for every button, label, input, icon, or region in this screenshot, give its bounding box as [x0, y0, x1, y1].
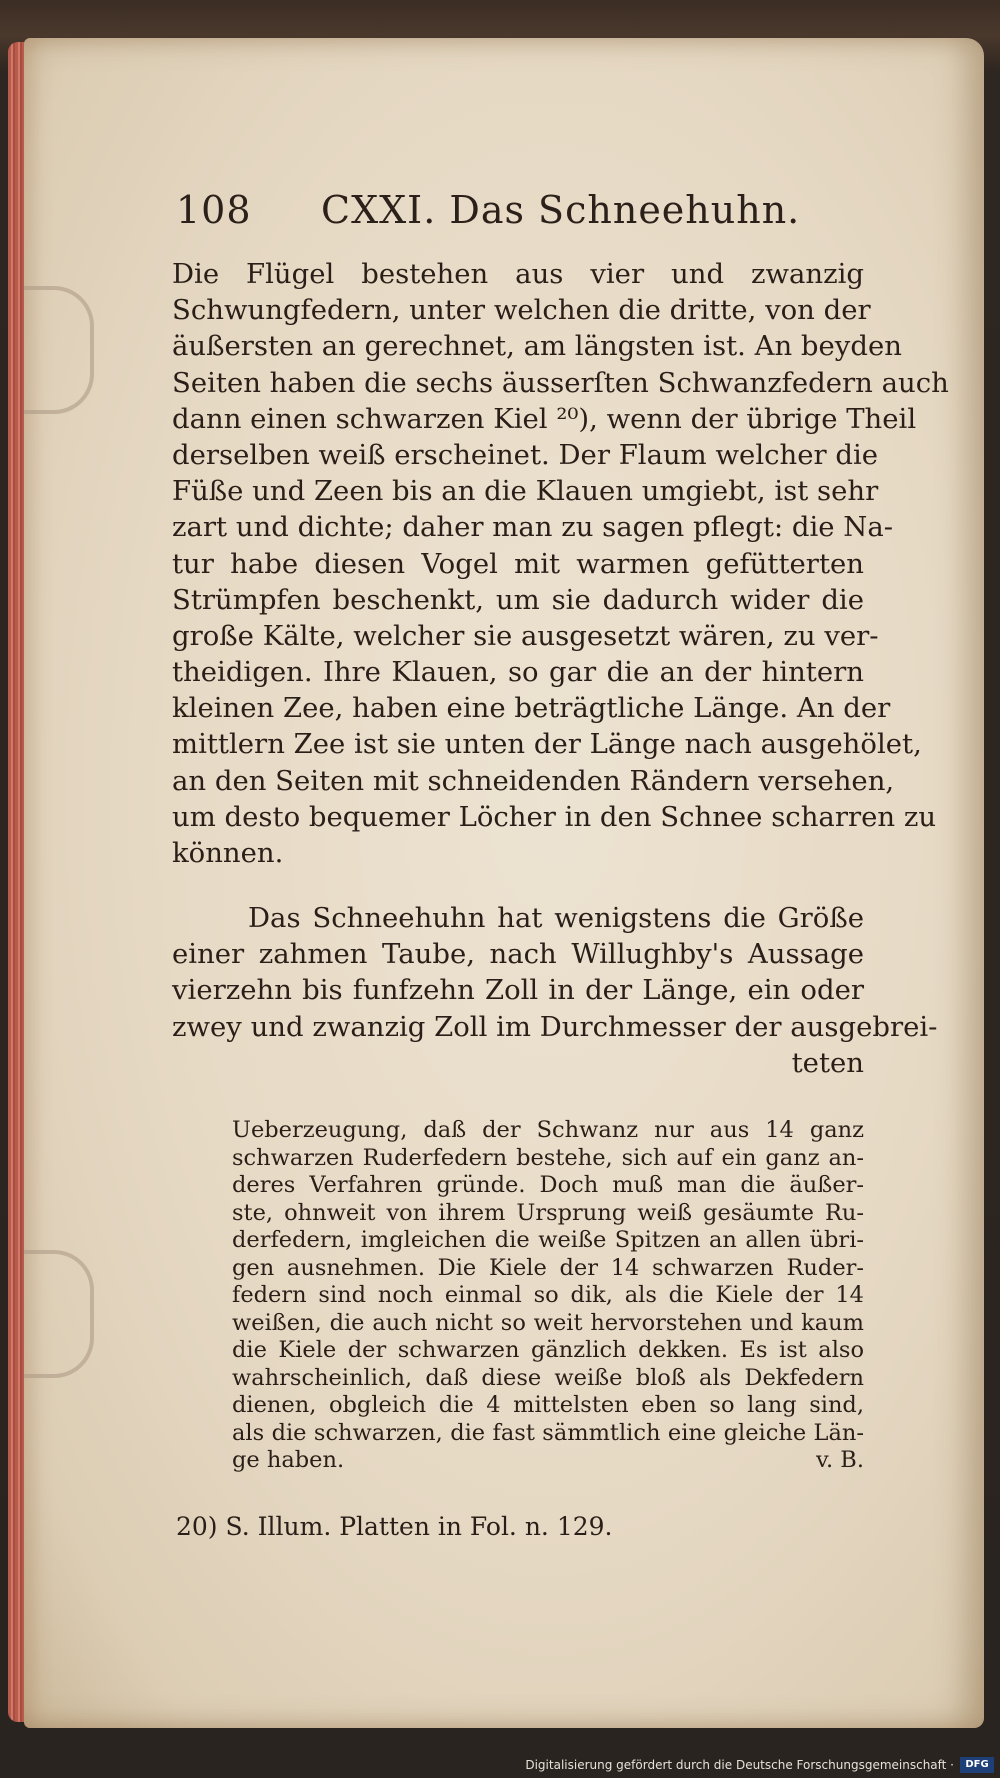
- text-line: wahrscheinlich, daß diese weiße bloß als Dekfedern: [232, 1364, 864, 1391]
- text-line: derfedern, imgleichen die weiße Spitzen an allen übri-: [232, 1227, 864, 1253]
- text-line: ge haben.: [232, 1447, 345, 1473]
- footnote-continuation: [232, 1117, 864, 1475]
- text-line: große Kälte, welcher sie ausgesetzt wären, zu ver-: [172, 619, 879, 652]
- text-line: Strümpfen beschenkt, um sie dadurch wider die: [172, 583, 864, 616]
- text-line: an den Seiten mit schneidenden Rändern versehen,: [172, 764, 895, 797]
- text-line: können.: [172, 837, 284, 869]
- text-line: weißen, die auch nicht so weit hervorstehen und kaum: [232, 1309, 864, 1336]
- paragraph-1: [172, 256, 949, 871]
- text-line: dann einen schwarzen Kiel ²⁰), wenn der übrige Theil: [172, 402, 917, 435]
- dfg-logo: DFG: [960, 1757, 994, 1773]
- text-line: äußersten an gerechnet, am längsten ist. An beyden: [172, 330, 902, 363]
- paragraph-2: [172, 900, 938, 1081]
- text-line: dienen, obgleich die 4 mittelsten eben so lang sind,: [232, 1392, 864, 1418]
- footnote-20: 20) S. Illum. Platten in Fol. n. 129.: [176, 1512, 613, 1541]
- text-line: ste, ohnweit von ihrem Ursprung weiß gesäumte Ru-: [232, 1199, 864, 1226]
- text-line: um desto bequemer Löcher in den Schnee scharren zu: [172, 800, 937, 833]
- text-line: als die schwarzen, die fast sämmtlich eine gleiche Län-: [232, 1419, 864, 1446]
- text-line: deres Verfahren gründe. Doch muß man die äußer-: [232, 1172, 864, 1198]
- text-line: Schwungfedern, unter welchen die dritte, von der: [172, 294, 871, 327]
- text-line: Die Flügel bestehen aus vier und zwanzig: [172, 258, 864, 290]
- text-line: federn sind noch einmal so dik, als die Kiele der 14: [232, 1282, 864, 1308]
- running-title: CXXI. Das Schneehuhn.: [321, 188, 801, 232]
- text-line: Seiten haben die sechs äusserſten Schwanzfedern auch: [172, 366, 949, 399]
- text-line: theidigen. Ihre Klauen, so gar die an der hintern: [172, 656, 864, 689]
- text-line: kleinen Zee, haben eine beträgtliche Länge. An der: [172, 692, 891, 725]
- text-line: teten: [791, 1046, 864, 1079]
- text-line: Das Schneehuhn hat wenigstens die Größe: [248, 902, 864, 934]
- text-line: Füße und Zeen bis an die Klauen umgiebt, ist sehr: [172, 475, 879, 508]
- text-line: vierzehn bis funfzehn Zoll in der Länge, ein oder: [172, 974, 864, 1007]
- text-line: schwarzen Ruderfedern bestehe, sich auf ein ganz an-: [232, 1144, 864, 1171]
- page-header: [176, 188, 876, 240]
- page-clip-top: [24, 286, 94, 414]
- text-line: einer zahmen Taube, nach Willughby's Aussage: [172, 938, 864, 971]
- page-number: 108: [176, 188, 252, 232]
- text-line: tur habe diesen Vogel mit warmen gefütterten: [172, 547, 864, 580]
- footnote-signature: v. B.: [815, 1447, 864, 1473]
- text-line: mittlern Zee ist sie unten der Länge nach ausgehölet,: [172, 728, 922, 761]
- text-line: zart und dichte; daher man zu sagen pflegt: die Na-: [172, 511, 894, 544]
- digitization-credit: Digitalisierung gefördert durch die Deutsche Forschungsgemeinschaft ·: [525, 1758, 954, 1772]
- text-line: die Kiele der schwarzen gänzlich dekken. Es ist also: [232, 1337, 864, 1363]
- text-line: gen ausnehmen. Die Kiele der 14 schwarzen Ruder-: [232, 1254, 864, 1281]
- text-line: derselben weiß erscheinet. Der Flaum welcher die: [172, 438, 879, 471]
- text-line: zwey und zwanzig Zoll im Durchmesser der ausgebrei-: [172, 1010, 938, 1043]
- page-clip-bottom: [24, 1250, 94, 1378]
- text-line: Ueberzeugung, daß der Schwanz nur aus 14 ganz: [232, 1117, 864, 1143]
